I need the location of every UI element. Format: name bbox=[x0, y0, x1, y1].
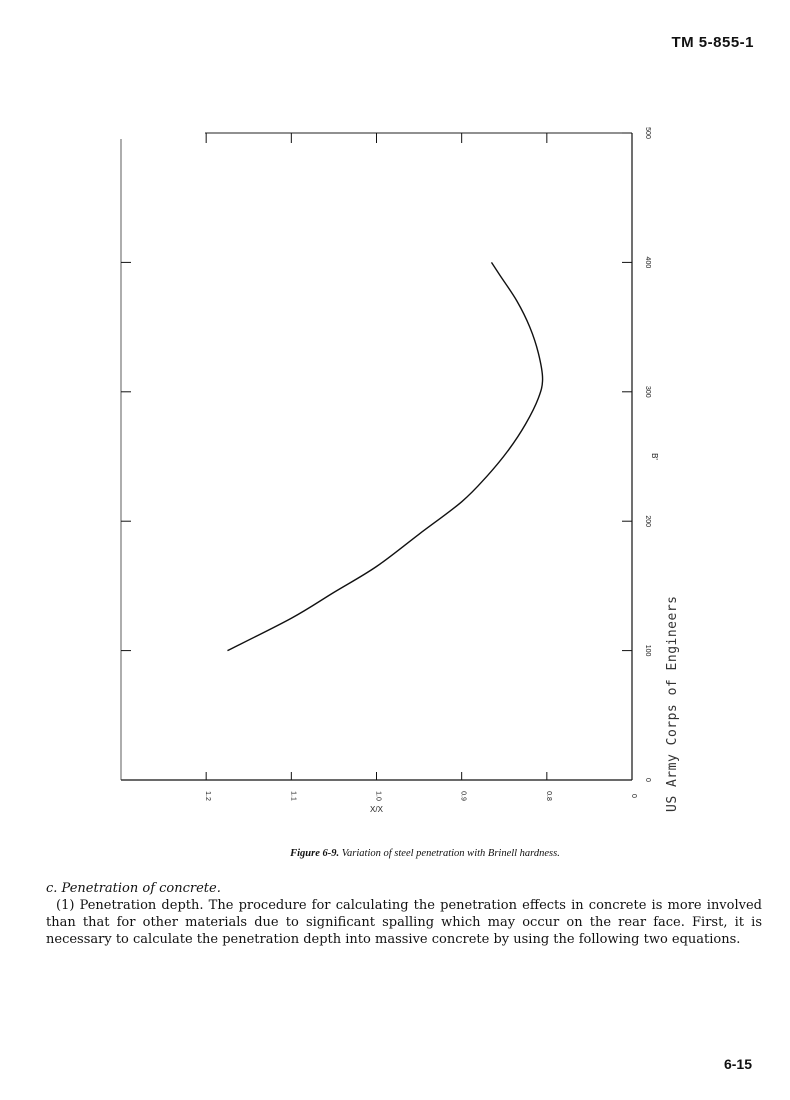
y-tick-label: 500 bbox=[644, 127, 651, 139]
y-tick-label: 300 bbox=[644, 385, 651, 398]
y-tick-label: 100 bbox=[644, 644, 651, 657]
x-tick-label: 1.2 bbox=[204, 791, 212, 801]
y-tick-label: 400 bbox=[644, 256, 651, 269]
figure-number: Figure 6-9. bbox=[290, 848, 340, 859]
page-number: 6-15 bbox=[723, 1056, 752, 1072]
figure-caption-text: Variation of steel penetration with Brinell hardness. bbox=[341, 848, 560, 859]
chart-tick-labels bbox=[204, 127, 651, 801]
data-curve bbox=[227, 262, 542, 650]
x-tick-label: 0.9 bbox=[459, 791, 467, 801]
y-tick-label: 200 bbox=[644, 515, 651, 528]
chart-frame bbox=[121, 133, 632, 780]
x-tick-label: 1.0 bbox=[374, 791, 382, 801]
y-tick-label: 0 bbox=[644, 778, 651, 782]
x-axis-label: X/X bbox=[370, 805, 383, 814]
document-id: TM 5-855-1 bbox=[671, 34, 754, 51]
y-axis-label: B' bbox=[650, 453, 659, 460]
chart-ticks bbox=[121, 133, 632, 780]
section-title: c. Penetration of concrete. bbox=[46, 881, 221, 896]
section-body: (1) Penetration depth. The procedure for calculating the penetration effects in concrete is more involved than that for other materials due to significant spalling which may occur on the rear face. First, it is necessary to calculate the penetration depth into massive concrete by using the following two equations. bbox=[46, 898, 762, 947]
side-watermark: US Army Corps of Engineers bbox=[665, 595, 680, 812]
figure-caption bbox=[0, 848, 790, 859]
x-tick-label: 0 bbox=[630, 794, 637, 798]
section-block bbox=[46, 880, 762, 948]
x-tick-label: 0.8 bbox=[544, 791, 552, 801]
x-tick-label: 1.1 bbox=[289, 791, 297, 801]
